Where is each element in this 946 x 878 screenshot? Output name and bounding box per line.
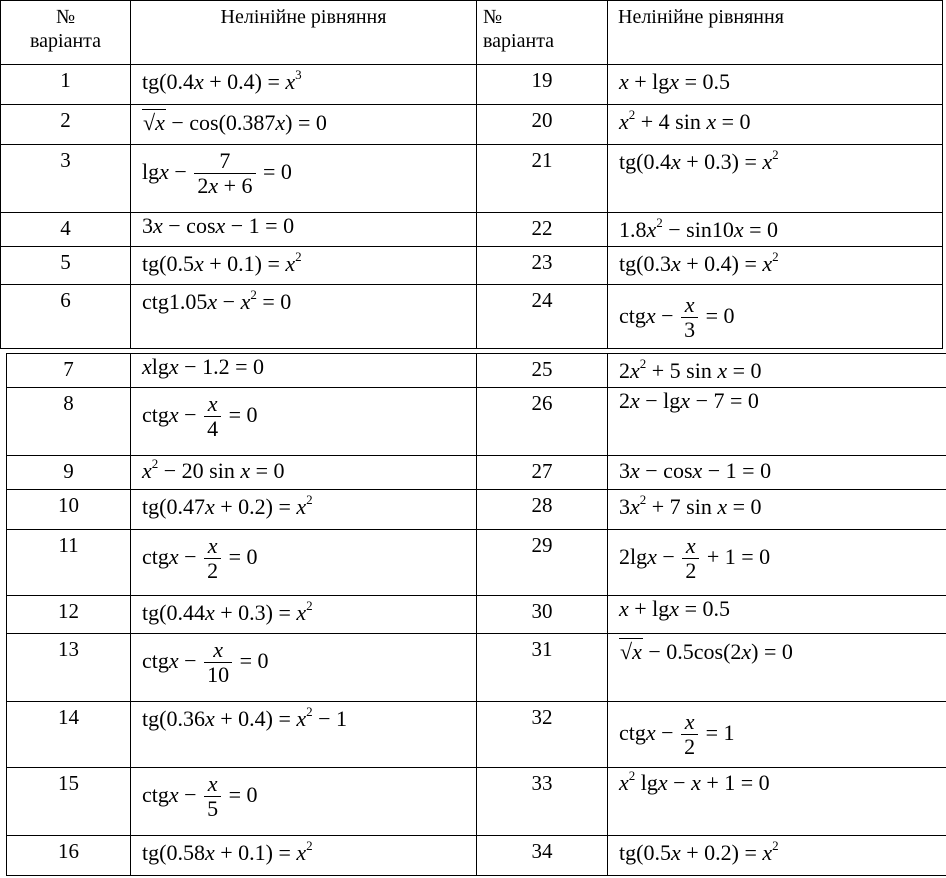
equation-28: $3x^2 + 7$ sin x = 0 [619, 492, 762, 519]
equation [131, 213, 477, 247]
equation [608, 768, 946, 836]
equation [131, 702, 477, 768]
equation-34: $tg(0.5x + 0.2) = x^2$ [619, 838, 779, 865]
variant-number: 34 [477, 836, 608, 876]
variant-number: 2 [1, 105, 131, 145]
equation-6: $ctg1.05x - x^2 = 0$ [142, 287, 292, 314]
variant-number: 11 [7, 530, 131, 596]
equation [608, 702, 946, 768]
equation-23: $tg(0.3x + 0.4) = x^2$ [619, 249, 779, 276]
equation-4: 3x − cosx − 1 = 0 [142, 213, 295, 238]
equation-2: √x − cos(0.387x) = 0 [143, 110, 327, 135]
equation [608, 354, 946, 388]
equation [608, 530, 946, 596]
equation [608, 388, 946, 456]
table-row [1, 65, 943, 105]
equation-14: $tg(0.36x + 0.4) = x^2 - 1$ [142, 704, 348, 731]
variant-number: 27 [477, 456, 608, 490]
variant-number: 10 [7, 490, 131, 530]
equation [608, 213, 943, 247]
variant-number: 5 [1, 247, 131, 285]
variant-number: 9 [7, 456, 131, 490]
table-row [7, 530, 946, 596]
variant-number: 21 [477, 145, 608, 213]
variant-number: 32 [477, 702, 608, 768]
equation-13: ctgx − $\frac{x}{10}$ = 0 [142, 637, 269, 687]
equation-30: x + lgx = 0.5 [619, 596, 730, 621]
table-header-row [1, 1, 943, 65]
variant-number: 13 [7, 634, 131, 702]
variant-number: 24 [477, 285, 608, 349]
equation [608, 285, 943, 349]
variant-number: 15 [7, 768, 131, 836]
table-row [7, 836, 946, 876]
equation-16: $tg(0.58x + 0.1) = x^2$ [142, 838, 313, 865]
variant-number: 16 [7, 836, 131, 876]
variant-number: 1 [1, 65, 131, 105]
equation-32: ctgx − $\frac{x}{2}$ = 1 [619, 709, 735, 759]
variant-number: 30 [477, 596, 608, 634]
table-row [7, 354, 946, 388]
variant-number: 29 [477, 530, 608, 596]
variant-number: 4 [1, 213, 131, 247]
equation [131, 490, 477, 530]
equation [131, 65, 477, 105]
table-row [7, 456, 946, 490]
variant-number: 23 [477, 247, 608, 285]
equation-9: $x^2 - 20$ sin x = 0 [142, 456, 285, 483]
variant-number: 7 [7, 354, 131, 388]
equation-24: ctgx − $\frac{x}{3}$ = 0 [619, 292, 735, 342]
equation [608, 65, 943, 105]
equation [608, 247, 943, 285]
variant-number: 14 [7, 702, 131, 768]
variant-number: 26 [477, 388, 608, 456]
equation-26: 2x − lgx − 7 = 0 [619, 388, 759, 413]
header-variant-no-1: № варіанта [1, 1, 131, 65]
table-row [7, 702, 946, 768]
equation-10: $tg(0.47x + 0.2) = x^2$ [142, 492, 313, 519]
equation-8: ctgx − $\frac{x}{4}$ = 0 [142, 391, 258, 441]
equation [131, 247, 477, 285]
equation [131, 105, 477, 145]
equation-15: ctgx − $\frac{x}{5}$ = 0 [142, 771, 258, 821]
equation [131, 836, 477, 876]
equation [608, 456, 946, 490]
variant-number: 22 [477, 213, 608, 247]
variant-number: 31 [477, 634, 608, 702]
equation [131, 456, 477, 490]
equation [131, 596, 477, 634]
variant-number: 33 [477, 768, 608, 836]
equation-20: $x^2 + 4$ sin x = 0 [619, 107, 751, 134]
equation [131, 388, 477, 456]
variant-number: 3 [1, 145, 131, 213]
variant-number: 12 [7, 596, 131, 634]
variant-number: 20 [477, 105, 608, 145]
equation-25: $2x^2 + 5$ sin x = 0 [619, 356, 762, 383]
equation [608, 145, 943, 213]
equation [608, 105, 943, 145]
equation-5: $tg(0.5x + 0.1) = x^2$ [142, 249, 302, 276]
equation-12: $tg(0.44x + 0.3) = x^2$ [142, 598, 313, 625]
equation-3: lgx − $\frac{7}{2x + 6}$ = 0 [142, 148, 292, 198]
variant-number: 19 [477, 65, 608, 105]
equation-33: $x^2$ lgx − x + 1 = 0 [619, 768, 770, 795]
variant-number: 25 [477, 354, 608, 388]
equation [131, 285, 477, 349]
table-row [1, 105, 943, 145]
variant-number: 28 [477, 490, 608, 530]
header-equation-2: Нелінійне рівняння [608, 1, 943, 65]
equation-31: √x − 0.5cos(2x) = 0 [620, 639, 793, 664]
equation-7: xlgx − 1.2 = 0 [142, 354, 264, 379]
header-variant-no-2: № варіанта [477, 1, 608, 65]
table-row [7, 490, 946, 530]
table-row [1, 213, 943, 247]
table-row [7, 596, 946, 634]
table-row [7, 768, 946, 836]
equation [131, 634, 477, 702]
header-equation-1: Нелінійне рівняння [131, 1, 477, 65]
equation [608, 490, 946, 530]
equation [608, 836, 946, 876]
equation-11: ctgx − $\frac{x}{2}$ = 0 [142, 533, 258, 583]
equation-27: 3x − cosx − 1 = 0 [619, 458, 772, 483]
equation-21: $tg(0.4x + 0.3) = x^2$ [619, 147, 779, 174]
equation [131, 768, 477, 836]
equation [131, 145, 477, 213]
table-row [1, 247, 943, 285]
equation [608, 596, 946, 634]
equation [131, 530, 477, 596]
equation-19: x + lgx = 0.5 [619, 69, 730, 94]
variant-number: 8 [7, 388, 131, 456]
table-row [7, 388, 946, 456]
table-row [7, 634, 946, 702]
table-row [1, 285, 943, 349]
variant-number: 6 [1, 285, 131, 349]
equation-1: $tg(0.4x + 0.4) = x^3$ [142, 67, 302, 94]
equation-22: $1.8x^2 - \sin 10x = 0$ [619, 215, 779, 242]
equations-table-part-2 [6, 353, 946, 876]
equation [131, 354, 477, 388]
table-row [1, 145, 943, 213]
equation-29: 2lgx − $\frac{x}{2}$ + 1 = 0 [619, 533, 771, 583]
equations-table-part-1 [0, 0, 943, 349]
equation [608, 634, 946, 702]
